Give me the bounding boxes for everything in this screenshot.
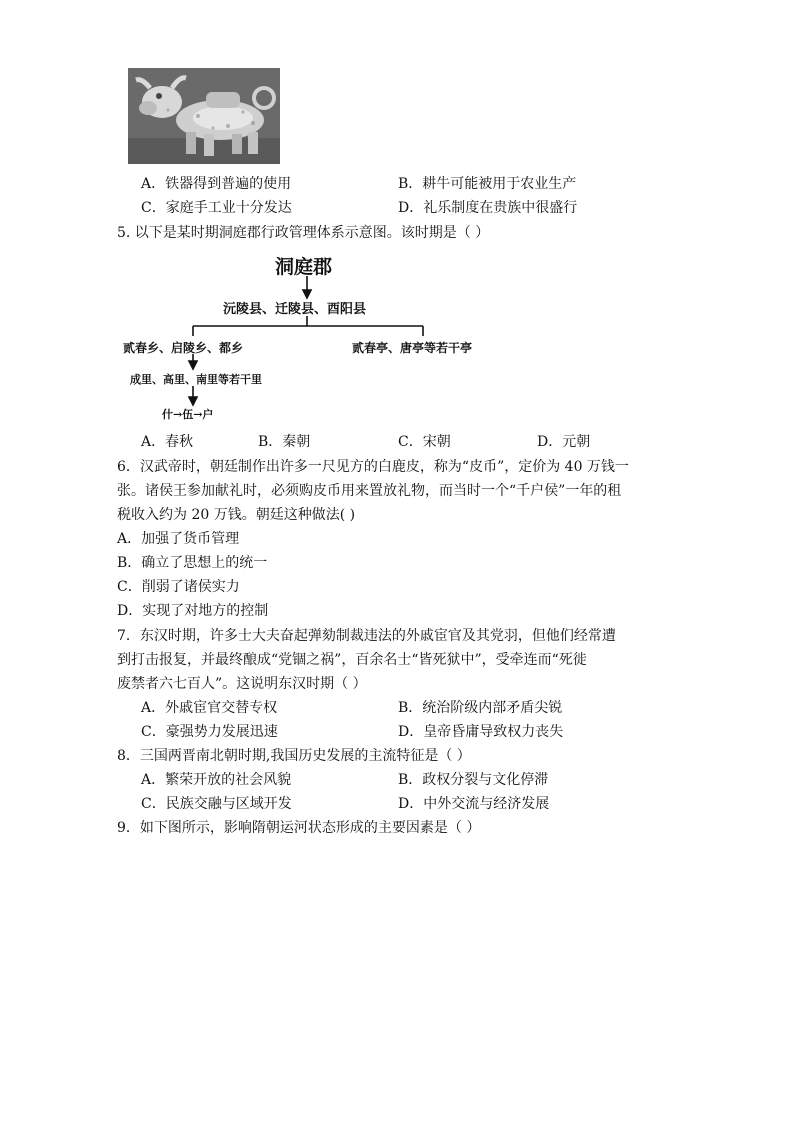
q8-option-c: C．民族交融与区域开发 — [141, 796, 292, 812]
q8-option-d: D．中外交流与经济发展 — [398, 796, 550, 812]
q6-stem-line-2: 张。诸侯王参加献礼时，必须购皮币用来置放礼物，而当时一个“千户侯”一年的租 — [117, 483, 622, 499]
q8-option-b: B．政权分裂与文化停滞 — [398, 772, 549, 788]
q7-option-d: D．皇帝昏庸导致权力丧失 — [398, 724, 564, 740]
q5-option-b: B．秦朝 — [258, 434, 311, 450]
q9-stem: 9．如下图所示，影响隋朝运河状态形成的主要因素是（ ） — [117, 820, 481, 836]
q7-stem-line-2: 到打击报复，并最终酿成“党锢之祸”，百余名士“皆死狱中”，受牵连而“死徙 — [117, 652, 587, 668]
q4-option-d: D．礼乐制度在贵族中很盛行 — [398, 200, 578, 216]
q5-stem: 5. 以下是某时期洞庭郡行政管理体系示意图。该时期是（ ） — [117, 225, 490, 241]
q6-option-a: A．加强了货币管理 — [117, 531, 240, 547]
q6-stem-line-1: 6．汉武帝时，朝廷制作出许多一尺见方的白鹿皮，称为“皮币”，定价为 40 万钱一 — [117, 459, 629, 475]
q6-option-c: C．削弱了诸侯实力 — [117, 579, 240, 595]
q4-option-b: B．耕牛可能被用于农业生产 — [398, 176, 577, 192]
q8-option-a: A．繁荣开放的社会风貌 — [141, 772, 292, 788]
q6-option-d: D．实现了对地方的控制 — [117, 603, 269, 619]
diagram-shiwu: 什→伍→户 — [162, 408, 214, 421]
q7-option-b: B．统治阶级内部矛盾尖锐 — [398, 700, 563, 716]
q6-stem-line-3: 税收入约为 20 万钱。朝廷这种做法( ) — [117, 507, 356, 523]
diagram-li: 成里、高里、南里等若干里 — [130, 373, 262, 386]
q7-stem-line-3: 废禁者六七百人”。这说明东汉时期（ ） — [117, 676, 367, 692]
q7-stem-line-1: 7．东汉时期，许多士大夫奋起弹劾制裁违法的外戚宦官及其党羽，但他们经常遭 — [117, 628, 616, 644]
q7-option-a: A．外戚宦官交替专权 — [141, 700, 278, 716]
q8-stem: 8．三国两晋南北朝时期,我国历史发展的主流特征是（ ） — [117, 748, 471, 764]
q5-option-c: C．宋朝 — [398, 434, 451, 450]
diagram-xian: 沅陵县、迁陵县、酉阳县 — [223, 302, 367, 317]
q5-option-d: D．元朝 — [537, 434, 591, 450]
q6-option-b: B．确立了思想上的统一 — [117, 555, 268, 571]
diagram-jun: 洞庭郡 — [275, 256, 333, 278]
diagram-connectors — [0, 0, 793, 430]
diagram-ting: 贰春亭、唐亭等若干亭 — [352, 341, 473, 355]
q4-option-a: A．铁器得到普遍的使用 — [141, 176, 292, 192]
diagram-xiang: 贰春乡、启陵乡、都乡 — [123, 341, 244, 355]
q4-option-c: C．家庭手工业十分发达 — [141, 200, 292, 216]
q7-option-c: C．豪强势力发展迅速 — [141, 724, 278, 740]
q5-option-a: A．春秋 — [141, 434, 194, 450]
